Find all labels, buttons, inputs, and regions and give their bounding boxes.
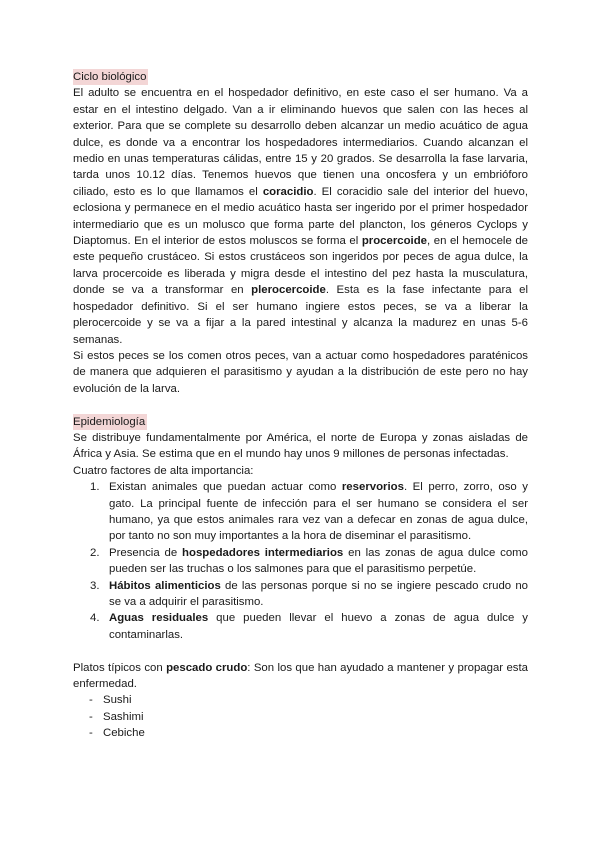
document-page xyxy=(73,69,528,742)
list-item: 2. Presencia de hospedadores intermediarios en las zonas de agua dulce como pueden ser las truchas o los salmones para que el parasitismo perpetúe. xyxy=(90,546,529,576)
section-heading: Epidemiología xyxy=(73,414,147,430)
heading-epidemiologia xyxy=(73,414,528,430)
paragraph-ciclo: El adulto se encuentra en el hospedador definitivo, en este caso el ser humano. Va a estar en el intestino delgado. Van a ir eliminando huevos que salen con las heces al exterior. Para que se complete su desarrollo deben alcanzar un medio acuático de agua dulce, es donde va a encontrar los hospedadores intermediarios. Cuando alcanzan el medio en unas temperaturas cálidas, entre 15 y 20 grados. Se desarrolla la fase larvaria, tarda unos 10.12 días. Tenemos huevos que tienen una oncosfera y un embrióforo ciliado, esto es lo que llamamos el coracidio. El coracidio sale del interior del huevo, eclosiona y permanece en el medio acuático hasta ser ingerido por el primer hospedador intermediario que es un molusco que forma parte del plancton, los géneros Cyclops y Diaptomus. En el interior de estos moluscos se forma el procercoide, en el hemocele de este pequeño crustáceo. Si estos crustáceos son ingeridos por peces de agua dulce, la larva procercoide es liberada y migra desde el intestino del pez hasta la musculatura, donde se va a transformar en plerocercoide. Esta es la fase infectante para el hospedador definitivo. Si el ser humano ingiere estos peces, se va a liberar la plerocercoide y se va a fijar a la pared intestinal y alcanza la madurez en unas 5-6 semanas. xyxy=(73,87,529,346)
list-item: 4. Aguas residuales que pueden llevar el huevo a zonas de agua dulce y contaminarlas. xyxy=(90,612,528,641)
term-plerocercoide: plerocercoide xyxy=(251,284,326,297)
term-procercoide: procercoide xyxy=(361,235,428,248)
list-item: - Sashimi xyxy=(89,710,144,723)
paragraph-distribucion: Se distribuye fundamentalmente por América, el norte de Europa y zonas aisladas de África y Asia. Se estima que en el mundo hay unos 9 millones de personas infectadas. xyxy=(73,431,528,461)
list-item: 3. Hábitos alimenticios de las personas porque si no se ingiere pescado crudo no se va a adquirir el parasitismo. xyxy=(90,579,528,608)
heading-ciclo-biologico xyxy=(73,69,528,85)
list-item: - Cebiche xyxy=(89,727,145,740)
list-item: 1. Existan animales que puedan actuar como reservorios. El perro, zorro, oso y gato. La principal fuente de infección para el ser humano se considera el ser humano, ya que estos animales rara vez van a defecar en zonas de agua dulce, por tanto no son muy importantes a la hora de diseminar el parasitismo. xyxy=(90,481,528,543)
factors-list xyxy=(73,479,528,643)
term-coracidio: coracidio xyxy=(262,185,314,198)
list-item: - Sushi xyxy=(89,694,132,707)
dishes-list xyxy=(73,692,528,741)
section-heading: Ciclo biológico xyxy=(73,69,148,85)
paragraph-platos: Platos típicos con pescado crudo: Son los que han ayudado a mantener y propagar esta enfermedad. xyxy=(73,661,528,690)
paragraph-factores-intro: Cuatro factores de alta importancia: xyxy=(73,464,254,477)
paragraph-paratenicos: Si estos peces se los comen otros peces, van a actuar como hospedadores paraténicos de manera que adquieren el parasitismo y ayudan a la distribución de este pero no hay evolución de la larva. xyxy=(73,349,528,395)
